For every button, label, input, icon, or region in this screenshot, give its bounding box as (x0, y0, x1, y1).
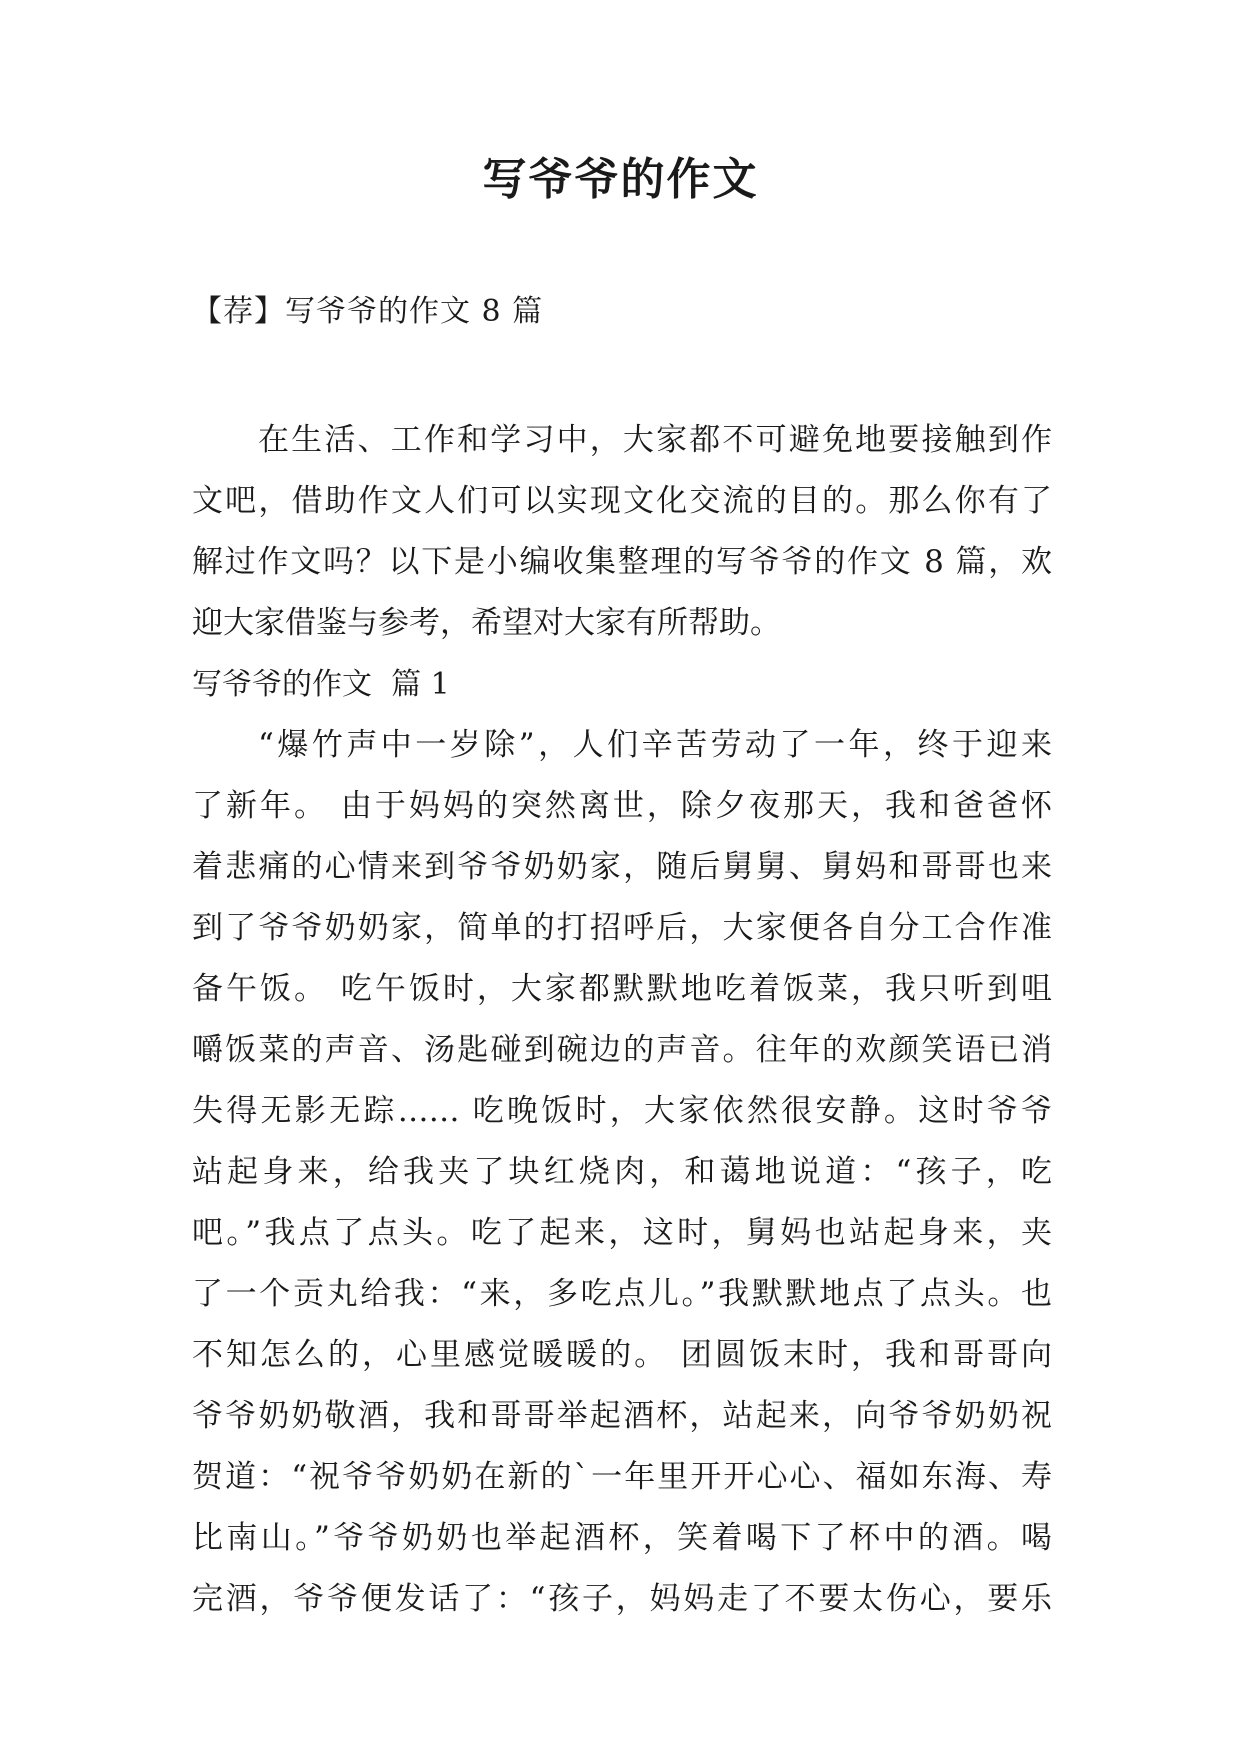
essay-line: 比南山。”爷爷奶奶也举起酒杯，笑着喝下了杯中的酒。喝 (192, 1520, 1052, 1556)
essay-line: 完酒，爷爷便发话了：“孩子，妈妈走了不要太伤心，要乐 (192, 1581, 1052, 1617)
essay-line: 备午饭。 吃午饭时，大家都默默地吃着饭菜，我只听到咀 (192, 971, 1052, 1007)
essay-line: 吧。”我点了点头。吃了起来，这时，舅妈也站起身来，夹 (192, 1215, 1052, 1251)
essay-line: 了一个贡丸给我：“来，多吃点儿。”我默默地点了点头。也 (192, 1276, 1052, 1312)
document-title: 写爷爷的作文 (482, 154, 759, 205)
intro-line: 在生活、工作和学习中，大家都不可避免地要接触到作 (258, 422, 1052, 458)
essay-line: 了新年。 由于妈妈的突然离世，除夕夜那天，我和爸爸怀 (192, 788, 1052, 824)
intro-line: 文吧，借助作文人们可以实现文化交流的目的。那么你有了 (192, 483, 1052, 519)
essay-line: 到了爷爷奶奶家，简单的打招呼后，大家便各自分工合作准 (192, 910, 1052, 946)
section-heading: 写爷爷的作文 篇 1 (192, 667, 450, 702)
essay-line: 爷爷奶奶敬酒，我和哥哥举起酒杯，站起来，向爷爷奶奶祝 (192, 1398, 1052, 1434)
essay-line: “爆竹声中一岁除”，人们辛苦劳动了一年，终于迎来 (258, 727, 1052, 763)
essay-line: 贺道：“祝爷爷奶奶在新的`一年里开开心心、福如东海、寿 (192, 1459, 1052, 1495)
document-body (192, 410, 1052, 1630)
essay-line: 站起身来，给我夹了块红烧肉，和蔼地说道：“孩子，吃 (192, 1154, 1052, 1190)
essay-line: 嚼饭菜的声音、汤匙碰到碗边的声音。往年的欢颜笑语已消 (192, 1032, 1052, 1068)
essay-line: 着悲痛的心情来到爷爷奶奶家，随后舅舅、舅妈和哥哥也来 (192, 849, 1052, 885)
document-subtitle: 【荐】写爷爷的作文 8 篇 (192, 294, 544, 329)
essay-line: 不知怎么的，心里感觉暖暖的。 团圆饭末时，我和哥哥向 (192, 1337, 1052, 1373)
intro-line: 解过作文吗？以下是小编收集整理的写爷爷的作文 8 篇，欢 (192, 544, 1052, 580)
essay-line: 失得无影无踪…… 吃晚饭时，大家依然很安静。这时爷爷 (192, 1093, 1052, 1129)
intro-line: 迎大家借鉴与参考，希望对大家有所帮助。 (192, 605, 781, 641)
